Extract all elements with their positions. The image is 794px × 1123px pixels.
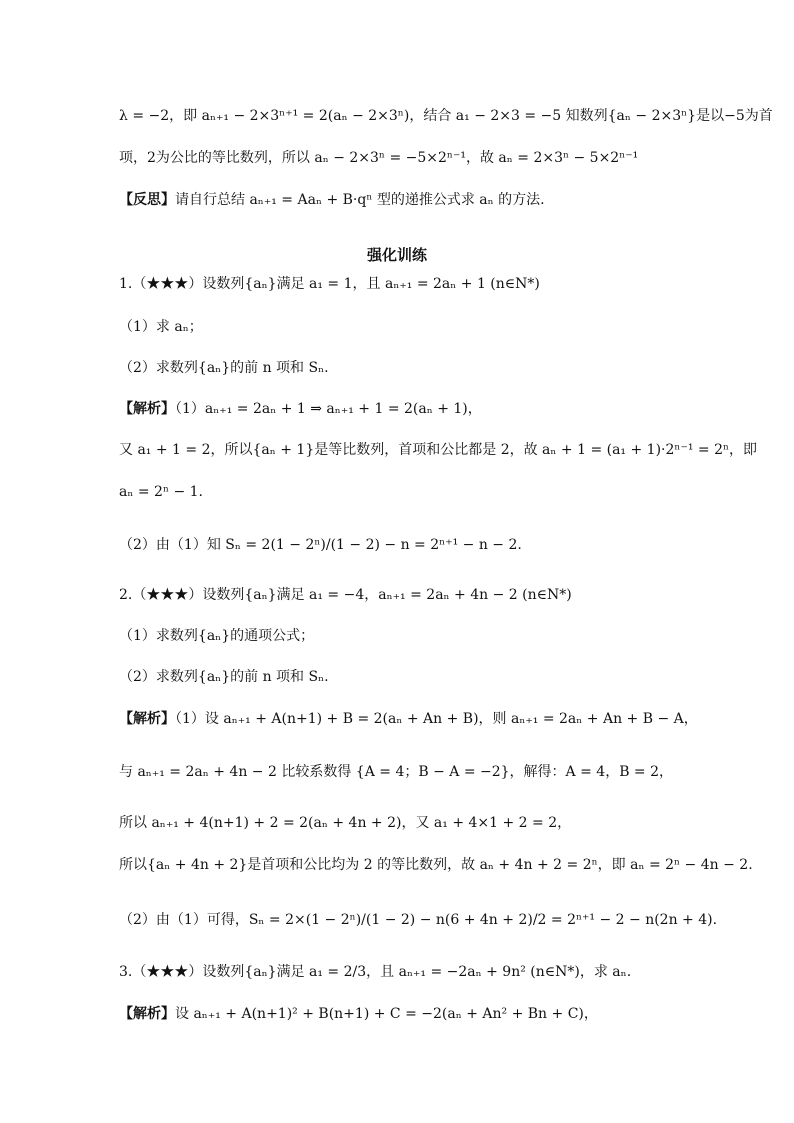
- solution-line-2: 项，2为公比的等比数列，所以 aₙ − 2×3ⁿ = −5×2ⁿ⁻¹，故 aₙ = 2×3ⁿ − 5×2ⁿ⁻¹: [119, 150, 639, 166]
- section-title: 强化训练: [366, 246, 427, 264]
- problem-2-question-2: （2）求数列{aₙ}的前 n 项和 Sₙ.: [119, 669, 329, 685]
- problem-2-solution-4: 所以{aₙ + 4n + 2}是首项和公比均为 2 的等比数列，故 aₙ + 4n + 2 = 2ⁿ，即 aₙ = 2ⁿ − 4n − 2.: [119, 857, 753, 873]
- analysis-tag: 【解析】: [119, 1006, 175, 1022]
- reflection-tag: 【反思】: [119, 192, 175, 208]
- problem-2-solution-1: 【解析】（1）设 aₙ₊₁ + A(n+1) + B = 2(aₙ + An + B)，则 aₙ₊₁ = 2aₙ + An + B − A，: [119, 711, 698, 727]
- reflection-line: 【反思】请自行总结 aₙ₊₁ = Aaₙ + B·qⁿ 型的递推公式求 aₙ 的方法.: [119, 192, 545, 208]
- solution-line-1: λ = −2，即 aₙ₊₁ − 2×3ⁿ⁺¹ = 2(aₙ − 2×3ⁿ)，结合 a₁ − 2×3 = −5 知数列{aₙ − 2×3ⁿ}是以−5为首: [119, 108, 773, 124]
- analysis-tag: 【解析】: [119, 401, 175, 417]
- problem-3-statement: 3.（★★★）设数列{aₙ}满足 a₁ = 2/3，且 aₙ₊₁ = −2aₙ + 9n² (n∈N*)，求 aₙ.: [119, 964, 632, 980]
- problem-1-statement: 1.（★★★）设数列{aₙ}满足 a₁ = 1，且 aₙ₊₁ = 2aₙ + 1 (n∈N*): [119, 276, 540, 292]
- problem-1-solution-1: 【解析】（1）aₙ₊₁ = 2aₙ + 1 ⇒ aₙ₊₁ + 1 = 2(aₙ + 1)，: [119, 401, 482, 417]
- analysis-tag: 【解析】: [119, 711, 175, 727]
- problem-2-solution-3: 所以 aₙ₊₁ + 4(n+1) + 2 = 2(aₙ + 4n + 2)，又 a₁ + 4×1 + 2 = 2，: [119, 815, 572, 831]
- problem-1-solution-2: 又 a₁ + 1 = 2，所以{aₙ + 1}是等比数列，首项和公比都是 2，故 aₙ + 1 = (a₁ + 1)·2ⁿ⁻¹ = 2ⁿ，即: [119, 442, 758, 458]
- problem-1-solution-3: aₙ = 2ⁿ − 1.: [119, 484, 203, 500]
- problem-3-solution-1: 【解析】设 aₙ₊₁ + A(n+1)² + B(n+1) + C = −2(aₙ + An² + Bn + C)，: [119, 1006, 598, 1022]
- problem-1-question-1: （1）求 aₙ；: [119, 319, 203, 335]
- problem-1-question-2: （2）求数列{aₙ}的前 n 项和 Sₙ.: [119, 360, 329, 376]
- problem-1-solution-4: （2）由（1）知 Sₙ = 2(1 − 2ⁿ)/(1 − 2) − n = 2ⁿ⁺¹ − n − 2.: [119, 537, 522, 553]
- problem-2-question-1: （1）求数列{aₙ}的通项公式；: [119, 628, 315, 644]
- problem-2-solution-2: 与 aₙ₊₁ = 2aₙ + 4n − 2 比较系数得 {A = 4；B − A = −2}，解得：A = 4，B = 2，: [119, 764, 674, 780]
- problem-2-statement: 2.（★★★）设数列{aₙ}满足 a₁ = −4，aₙ₊₁ = 2aₙ + 4n − 2 (n∈N*): [119, 587, 572, 603]
- problem-2-solution-5: （2）由（1）可得，Sₙ = 2×(1 − 2ⁿ)/(1 − 2) − n(6 + 4n + 2)/2 = 2ⁿ⁺¹ − 2 − n(2n + 4).: [119, 912, 718, 928]
